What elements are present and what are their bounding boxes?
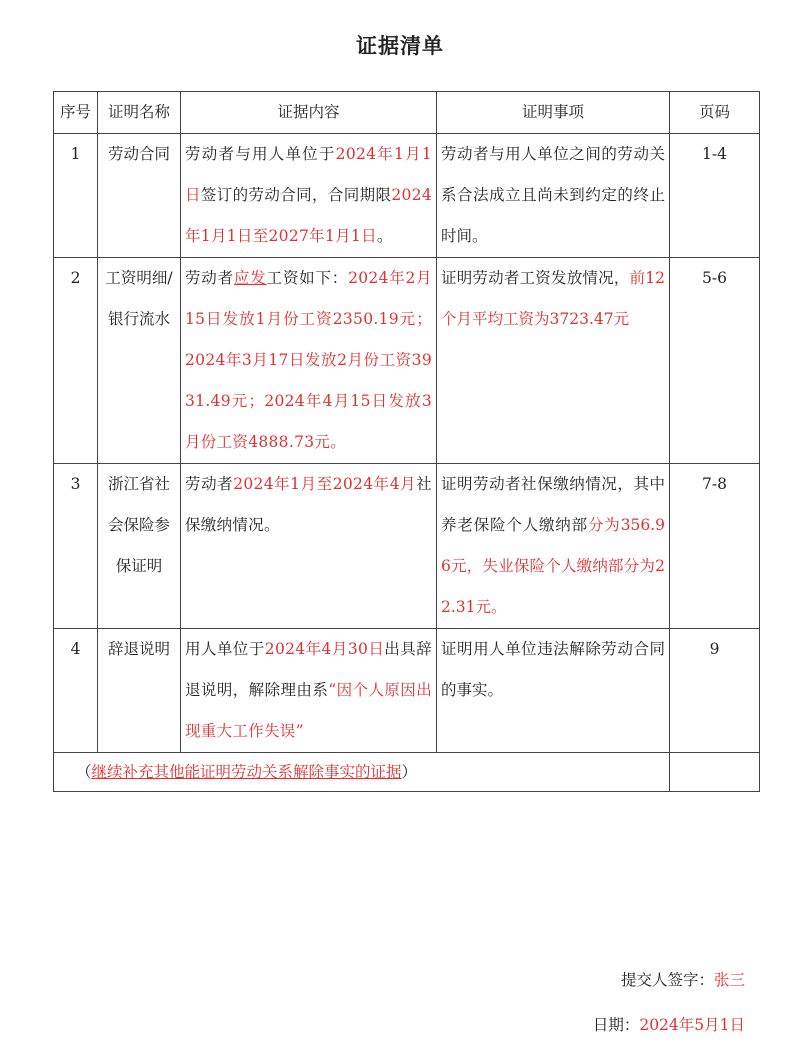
row-content — [181, 258, 437, 464]
row-matter — [437, 258, 670, 464]
date-value: 2024年5月1日 — [639, 1016, 745, 1034]
row-name: 劳动合同 — [98, 134, 181, 258]
supplement-page-cell — [670, 753, 760, 792]
row-seq: 2 — [54, 258, 98, 464]
supplement-open: （ — [76, 763, 92, 781]
row-content — [181, 134, 437, 258]
row-seq: 3 — [54, 464, 98, 629]
row-name: 浙江省社会保险参保证明 — [98, 464, 181, 629]
row-matter: 劳动者与用人单位之间的劳动关系合法成立且尚未到约定的终止时间。 — [437, 134, 670, 258]
content-underlined: 应发 — [233, 269, 267, 287]
content-text: 劳动者与用人单位于 — [185, 145, 336, 163]
row-seq: 4 — [54, 629, 98, 753]
content-highlight: 2024年4月30日 — [264, 640, 385, 658]
content-text: 工资如下： — [266, 269, 349, 287]
header-name: 证明名称 — [98, 92, 181, 134]
table-row — [54, 134, 760, 258]
row-seq: 1 — [54, 134, 98, 258]
matter-highlight: 分为356.96元，失业保险个人缴纳部分为22.31元。 — [441, 516, 665, 616]
header-matter: 证明事项 — [437, 92, 670, 134]
row-page: 7-8 — [670, 464, 760, 629]
signature-name: 张三 — [713, 971, 745, 989]
content-highlight: 2024年2月15日发放1月份工资2350.19元；2024年3月17日发放2月份工资3931.49元；2024年4月15日发放3月份工资4888.73元。 — [185, 269, 432, 451]
content-text: 劳动者 — [185, 475, 234, 493]
content-highlight: “因个人原因出现重大工作失误” — [185, 681, 432, 740]
page-title: 证据清单 — [356, 33, 444, 58]
matter-text: 证明劳动者工资发放情况， — [441, 269, 630, 287]
table-row — [54, 464, 760, 629]
content-highlight: 2024年1月1日至2027年1月1日 — [185, 186, 432, 245]
submitter-signature — [621, 968, 745, 990]
content-text: 用人单位于 — [185, 640, 265, 658]
supplement-row — [54, 753, 760, 792]
row-name: 工资明细/银行流水 — [98, 258, 181, 464]
content-text: 劳动者 — [185, 269, 234, 287]
table-header-row — [54, 92, 760, 134]
row-content — [181, 629, 437, 753]
header-page: 页码 — [670, 92, 760, 134]
row-page: 5-6 — [670, 258, 760, 464]
table-row — [54, 629, 760, 753]
row-page: 9 — [670, 629, 760, 753]
row-name: 辞退说明 — [98, 629, 181, 753]
content-text: 。 — [376, 227, 393, 245]
signature-label: 提交人签字： — [620, 971, 714, 989]
content-highlight: 2024年1月至2024年4月 — [233, 475, 417, 493]
content-highlight: 2024年1月1日 — [185, 145, 433, 204]
content-text: 签订的劳动合同，合同期限 — [200, 186, 392, 204]
row-matter — [437, 464, 670, 629]
evidence-table — [53, 91, 760, 792]
submission-date — [593, 1013, 745, 1035]
supplement-text: 继续补充其他能证明劳动关系解除事实的证据 — [91, 763, 402, 781]
date-label: 日期： — [592, 1016, 640, 1034]
matter-text: 证明劳动者社保缴纳情况，其中养老保险个人缴纳部 — [441, 475, 665, 534]
row-page: 1-4 — [670, 134, 760, 258]
supplement-cell — [54, 753, 670, 792]
header-seq: 序号 — [54, 92, 98, 134]
content-text: 出具辞退说明，解除理由系 — [185, 640, 432, 699]
content-text: 社保缴纳情况。 — [185, 475, 432, 534]
matter-highlight: 前12个月平均工资为3723.47元 — [441, 269, 665, 328]
header-content: 证据内容 — [181, 92, 437, 134]
table-row — [54, 258, 760, 464]
row-content — [181, 464, 437, 629]
supplement-close: ） — [401, 763, 418, 781]
row-matter: 证明用人单位违法解除劳动合同的事实。 — [437, 629, 670, 753]
